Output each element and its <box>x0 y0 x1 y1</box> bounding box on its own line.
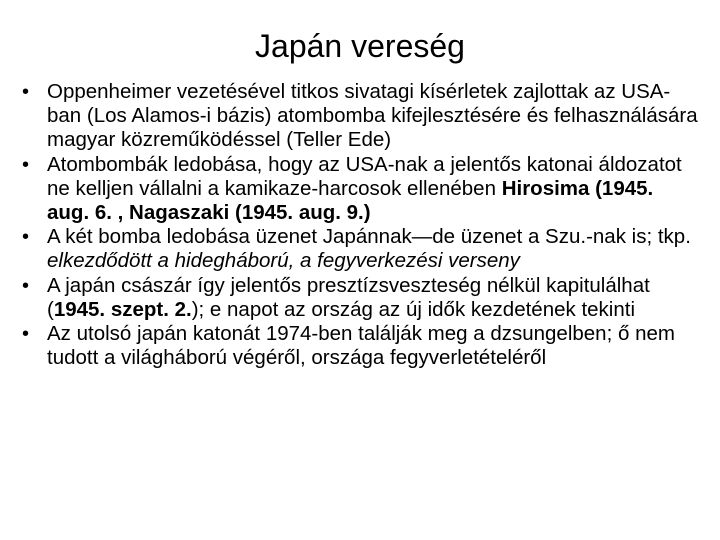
bullet-icon: • <box>22 274 30 297</box>
bullet-text: A két bomba ledobása üzenet Japánnak—de üzenet a Szu.-nak is; tkp. <box>47 225 691 249</box>
bullet-item <box>20 274 700 322</box>
bullet-item <box>20 225 700 273</box>
bullet-text: Atombombák ledobása, hogy az USA-nak a jelentős katonai áldozatot ne kelljen vállalni a kamikaze-harcosok ellenében <box>47 152 682 200</box>
bullet-text-tail: ); e napot az ország az új idők kezdetének tekinti <box>191 297 636 321</box>
bullet-text: A japán császár így jelentős presztízsveszteség nélkül kapitulálhat ( <box>47 273 650 321</box>
bullet-icon: • <box>22 81 30 103</box>
bullet-bold-text: Hirosima (1945. aug. 6. , Nagaszaki (1945. aug. 9.) <box>47 176 654 225</box>
bullet-text: Az utolsó japán katonát 1974-ben találják meg a dzsungelben; ő nem tudott a világháború végéről, országa fegyverletételéről <box>47 322 675 370</box>
bullet-icon: • <box>22 153 30 176</box>
bullet-icon: • <box>22 323 30 346</box>
bullet-bold-text: 1945. szept. 2. <box>53 297 192 321</box>
bullet-list <box>20 80 700 370</box>
slide-title: Japán vereség <box>255 28 465 64</box>
bullet-icon: • <box>22 226 30 249</box>
bullet-item <box>20 80 700 153</box>
bullet-text: Oppenheimer vezetésével titkos sivatagi kísérletek zajlottak az USA-ban (Los Alamos-i bázis) atombomba kifejlesztésére és felhasználására magyar közreműködéssel (Teller Ede) <box>47 80 698 152</box>
bullet-item <box>20 153 700 226</box>
bullet-italic-text: elkezdődött a hidegháború, a fegyverkezési verseny <box>47 249 520 273</box>
bullet-item <box>20 322 700 370</box>
